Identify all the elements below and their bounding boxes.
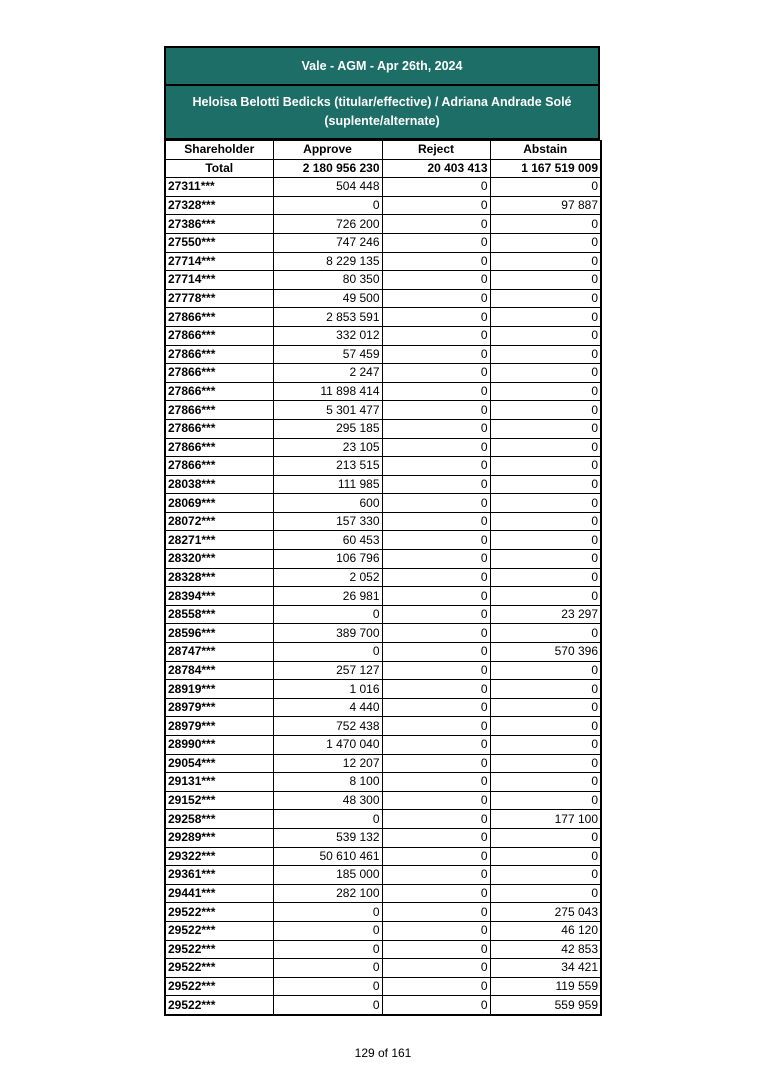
- approve-cell: 23 105: [273, 438, 382, 457]
- shareholder-cell: 29522***: [165, 977, 273, 996]
- vote-sheet: [164, 46, 600, 1016]
- table-row: [165, 550, 601, 569]
- reject-cell: 0: [382, 512, 490, 531]
- shareholder-cell: 27866***: [165, 419, 273, 438]
- approve-cell: 185 000: [273, 866, 382, 885]
- table-row: [165, 773, 601, 792]
- approve-cell: 1 470 040: [273, 736, 382, 755]
- reject-cell: 0: [382, 326, 490, 345]
- reject-cell: 0: [382, 736, 490, 755]
- approve-cell: 539 132: [273, 828, 382, 847]
- abstain-cell: 0: [490, 494, 601, 513]
- total-row: [165, 159, 601, 178]
- abstain-cell: 0: [490, 457, 601, 476]
- reject-cell: 0: [382, 215, 490, 234]
- shareholder-cell: 28596***: [165, 624, 273, 643]
- reject-cell: 0: [382, 921, 490, 940]
- approve-cell: 8 229 135: [273, 252, 382, 271]
- column-header-abstain: Abstain: [490, 141, 601, 160]
- abstain-cell: 0: [490, 215, 601, 234]
- table-header-row: [165, 141, 601, 160]
- table-row: [165, 736, 601, 755]
- table-row: [165, 847, 601, 866]
- total-approve: 2 180 956 230: [273, 159, 382, 178]
- approve-cell: 0: [273, 977, 382, 996]
- abstain-cell: 119 559: [490, 977, 601, 996]
- reject-cell: 0: [382, 791, 490, 810]
- table-row: [165, 531, 601, 550]
- table-row: [165, 475, 601, 494]
- shareholder-cell: 28072***: [165, 512, 273, 531]
- table-row: [165, 494, 601, 513]
- shareholder-cell: 29522***: [165, 903, 273, 922]
- abstain-cell: 0: [490, 233, 601, 252]
- table-row: [165, 382, 601, 401]
- shareholder-cell: 27866***: [165, 345, 273, 364]
- abstain-cell: 23 297: [490, 605, 601, 624]
- shareholder-cell: 29441***: [165, 884, 273, 903]
- approve-cell: 0: [273, 996, 382, 1015]
- shareholder-cell: 29522***: [165, 921, 273, 940]
- abstain-cell: 97 887: [490, 196, 601, 215]
- approve-cell: 50 610 461: [273, 847, 382, 866]
- table-row: [165, 512, 601, 531]
- shareholder-cell: 27311***: [165, 178, 273, 197]
- approve-cell: 2 853 591: [273, 308, 382, 327]
- reject-cell: 0: [382, 698, 490, 717]
- table-row: [165, 754, 601, 773]
- reject-cell: 0: [382, 438, 490, 457]
- shareholder-cell: 27866***: [165, 364, 273, 383]
- shareholder-cell: 27328***: [165, 196, 273, 215]
- reject-cell: 0: [382, 773, 490, 792]
- reject-cell: 0: [382, 531, 490, 550]
- table-row: [165, 940, 601, 959]
- reject-cell: 0: [382, 661, 490, 680]
- table-row: [165, 698, 601, 717]
- table-row: [165, 810, 601, 829]
- reject-cell: 0: [382, 996, 490, 1015]
- abstain-cell: 0: [490, 438, 601, 457]
- approve-cell: 8 100: [273, 773, 382, 792]
- reject-cell: 0: [382, 977, 490, 996]
- table-row: [165, 215, 601, 234]
- approve-cell: 80 350: [273, 271, 382, 290]
- shareholder-cell: 29152***: [165, 791, 273, 810]
- table-row: [165, 568, 601, 587]
- approve-cell: 1 016: [273, 680, 382, 699]
- abstain-cell: 570 396: [490, 643, 601, 662]
- table-row: [165, 921, 601, 940]
- reject-cell: 0: [382, 550, 490, 569]
- shareholder-cell: 29054***: [165, 754, 273, 773]
- abstain-cell: 0: [490, 512, 601, 531]
- reject-cell: 0: [382, 178, 490, 197]
- approve-cell: 57 459: [273, 345, 382, 364]
- abstain-cell: 0: [490, 382, 601, 401]
- abstain-cell: 46 120: [490, 921, 601, 940]
- abstain-cell: 0: [490, 661, 601, 680]
- approve-cell: 0: [273, 940, 382, 959]
- table-row: [165, 252, 601, 271]
- reject-cell: 0: [382, 568, 490, 587]
- approve-cell: 11 898 414: [273, 382, 382, 401]
- approve-cell: 0: [273, 810, 382, 829]
- shareholder-cell: 28990***: [165, 736, 273, 755]
- approve-cell: 4 440: [273, 698, 382, 717]
- approve-cell: 504 448: [273, 178, 382, 197]
- table-row: [165, 438, 601, 457]
- abstain-cell: 0: [490, 866, 601, 885]
- abstain-cell: 0: [490, 568, 601, 587]
- reject-cell: 0: [382, 847, 490, 866]
- approve-cell: 60 453: [273, 531, 382, 550]
- approve-cell: 747 246: [273, 233, 382, 252]
- reject-cell: 0: [382, 308, 490, 327]
- approve-cell: 0: [273, 643, 382, 662]
- approve-cell: 213 515: [273, 457, 382, 476]
- column-header-reject: Reject: [382, 141, 490, 160]
- approve-cell: 111 985: [273, 475, 382, 494]
- abstain-cell: 0: [490, 791, 601, 810]
- approve-cell: 257 127: [273, 661, 382, 680]
- total-label: Total: [165, 159, 273, 178]
- abstain-cell: 0: [490, 178, 601, 197]
- table-row: [165, 791, 601, 810]
- shareholder-cell: 27778***: [165, 289, 273, 308]
- shareholder-cell: 27866***: [165, 382, 273, 401]
- approve-cell: 0: [273, 921, 382, 940]
- approve-cell: 389 700: [273, 624, 382, 643]
- abstain-cell: 0: [490, 401, 601, 420]
- abstain-cell: 0: [490, 624, 601, 643]
- shareholder-cell: 29522***: [165, 940, 273, 959]
- table-row: [165, 680, 601, 699]
- shareholder-cell: 27866***: [165, 457, 273, 476]
- shareholder-cell: 29258***: [165, 810, 273, 829]
- approve-cell: 600: [273, 494, 382, 513]
- shareholder-cell: 27714***: [165, 271, 273, 290]
- total-abstain: 1 167 519 009: [490, 159, 601, 178]
- shareholder-cell: 28328***: [165, 568, 273, 587]
- table-row: [165, 233, 601, 252]
- approve-cell: 752 438: [273, 717, 382, 736]
- shareholder-cell: 28979***: [165, 698, 273, 717]
- table-row: [165, 866, 601, 885]
- reject-cell: 0: [382, 587, 490, 606]
- abstain-cell: 0: [490, 531, 601, 550]
- abstain-cell: 0: [490, 252, 601, 271]
- abstain-cell: 0: [490, 419, 601, 438]
- table-row: [165, 178, 601, 197]
- table-row: [165, 661, 601, 680]
- abstain-cell: 0: [490, 364, 601, 383]
- shareholder-cell: 29131***: [165, 773, 273, 792]
- shareholder-cell: 29522***: [165, 996, 273, 1015]
- shareholder-cell: 27866***: [165, 326, 273, 345]
- shareholder-cell: 27714***: [165, 252, 273, 271]
- reject-cell: 0: [382, 345, 490, 364]
- abstain-cell: 0: [490, 736, 601, 755]
- approve-cell: 0: [273, 903, 382, 922]
- abstain-cell: 0: [490, 550, 601, 569]
- reject-cell: 0: [382, 233, 490, 252]
- reject-cell: 0: [382, 271, 490, 290]
- column-header-shareholder: Shareholder: [165, 141, 273, 160]
- table-row: [165, 903, 601, 922]
- table-row: [165, 289, 601, 308]
- approve-cell: 49 500: [273, 289, 382, 308]
- abstain-cell: 42 853: [490, 940, 601, 959]
- abstain-cell: 0: [490, 847, 601, 866]
- document-title: Vale - AGM - Apr 26th, 2024: [164, 46, 600, 84]
- shareholder-cell: 28979***: [165, 717, 273, 736]
- approve-cell: 0: [273, 959, 382, 978]
- approve-cell: 295 185: [273, 419, 382, 438]
- reject-cell: 0: [382, 457, 490, 476]
- abstain-cell: 0: [490, 308, 601, 327]
- shareholder-cell: 27866***: [165, 308, 273, 327]
- approve-cell: 0: [273, 605, 382, 624]
- shareholder-cell: 29322***: [165, 847, 273, 866]
- reject-cell: 0: [382, 494, 490, 513]
- table-row: [165, 326, 601, 345]
- table-row: [165, 624, 601, 643]
- approve-cell: 2 052: [273, 568, 382, 587]
- table-row: [165, 977, 601, 996]
- reject-cell: 0: [382, 940, 490, 959]
- table-row: [165, 196, 601, 215]
- table-row: [165, 959, 601, 978]
- shareholder-cell: 28919***: [165, 680, 273, 699]
- abstain-cell: 0: [490, 884, 601, 903]
- shareholder-cell: 27386***: [165, 215, 273, 234]
- shareholder-cell: 27866***: [165, 401, 273, 420]
- total-reject: 20 403 413: [382, 159, 490, 178]
- approve-cell: 5 301 477: [273, 401, 382, 420]
- table-row: [165, 271, 601, 290]
- column-header-approve: Approve: [273, 141, 382, 160]
- shareholder-cell: 29361***: [165, 866, 273, 885]
- reject-cell: 0: [382, 754, 490, 773]
- table-row: [165, 828, 601, 847]
- table-row: [165, 884, 601, 903]
- reject-cell: 0: [382, 475, 490, 494]
- approve-cell: 0: [273, 196, 382, 215]
- page-number: 129 of 161: [354, 1046, 412, 1060]
- shareholder-cell: 28784***: [165, 661, 273, 680]
- table-row: [165, 419, 601, 438]
- abstain-cell: 275 043: [490, 903, 601, 922]
- approve-cell: 2 247: [273, 364, 382, 383]
- reject-cell: 0: [382, 810, 490, 829]
- abstain-cell: 0: [490, 680, 601, 699]
- table-row: [165, 401, 601, 420]
- reject-cell: 0: [382, 680, 490, 699]
- shareholder-cell: 29522***: [165, 959, 273, 978]
- approve-cell: 106 796: [273, 550, 382, 569]
- reject-cell: 0: [382, 401, 490, 420]
- shareholder-cell: 28394***: [165, 587, 273, 606]
- shareholder-cell: 27550***: [165, 233, 273, 252]
- shareholder-cell: 28271***: [165, 531, 273, 550]
- reject-cell: 0: [382, 382, 490, 401]
- reject-cell: 0: [382, 643, 490, 662]
- reject-cell: 0: [382, 605, 490, 624]
- approve-cell: 157 330: [273, 512, 382, 531]
- reject-cell: 0: [382, 419, 490, 438]
- reject-cell: 0: [382, 959, 490, 978]
- approve-cell: 48 300: [273, 791, 382, 810]
- approve-cell: 12 207: [273, 754, 382, 773]
- table-row: [165, 587, 601, 606]
- candidate-subtitle: Heloisa Belotti Bedicks (titular/effective) / Adriana Andrade Solé (suplente/alternate): [164, 84, 600, 140]
- table-row: [165, 364, 601, 383]
- table-row: [165, 996, 601, 1015]
- shareholder-cell: 28747***: [165, 643, 273, 662]
- reject-cell: 0: [382, 828, 490, 847]
- shareholder-cell: 28038***: [165, 475, 273, 494]
- reject-cell: 0: [382, 717, 490, 736]
- abstain-cell: 0: [490, 587, 601, 606]
- approve-cell: 26 981: [273, 587, 382, 606]
- abstain-cell: 34 421: [490, 959, 601, 978]
- abstain-cell: 0: [490, 717, 601, 736]
- abstain-cell: 0: [490, 289, 601, 308]
- abstain-cell: 0: [490, 345, 601, 364]
- shareholder-cell: 28558***: [165, 605, 273, 624]
- table-row: [165, 457, 601, 476]
- approve-cell: 282 100: [273, 884, 382, 903]
- reject-cell: 0: [382, 866, 490, 885]
- reject-cell: 0: [382, 289, 490, 308]
- reject-cell: 0: [382, 252, 490, 271]
- abstain-cell: 559 959: [490, 996, 601, 1015]
- shareholder-cell: 28320***: [165, 550, 273, 569]
- reject-cell: 0: [382, 364, 490, 383]
- table-row: [165, 717, 601, 736]
- table-row: [165, 345, 601, 364]
- abstain-cell: 0: [490, 475, 601, 494]
- reject-cell: 0: [382, 196, 490, 215]
- abstain-cell: 177 100: [490, 810, 601, 829]
- abstain-cell: 0: [490, 271, 601, 290]
- reject-cell: 0: [382, 884, 490, 903]
- shareholder-cell: 27866***: [165, 438, 273, 457]
- abstain-cell: 0: [490, 773, 601, 792]
- approve-cell: 726 200: [273, 215, 382, 234]
- approve-cell: 332 012: [273, 326, 382, 345]
- abstain-cell: 0: [490, 326, 601, 345]
- table-row: [165, 308, 601, 327]
- abstain-cell: 0: [490, 698, 601, 717]
- shareholder-cell: 29289***: [165, 828, 273, 847]
- abstain-cell: 0: [490, 754, 601, 773]
- votes-table: [164, 140, 602, 1016]
- reject-cell: 0: [382, 903, 490, 922]
- table-row: [165, 605, 601, 624]
- shareholder-cell: 28069***: [165, 494, 273, 513]
- reject-cell: 0: [382, 624, 490, 643]
- table-row: [165, 643, 601, 662]
- abstain-cell: 0: [490, 828, 601, 847]
